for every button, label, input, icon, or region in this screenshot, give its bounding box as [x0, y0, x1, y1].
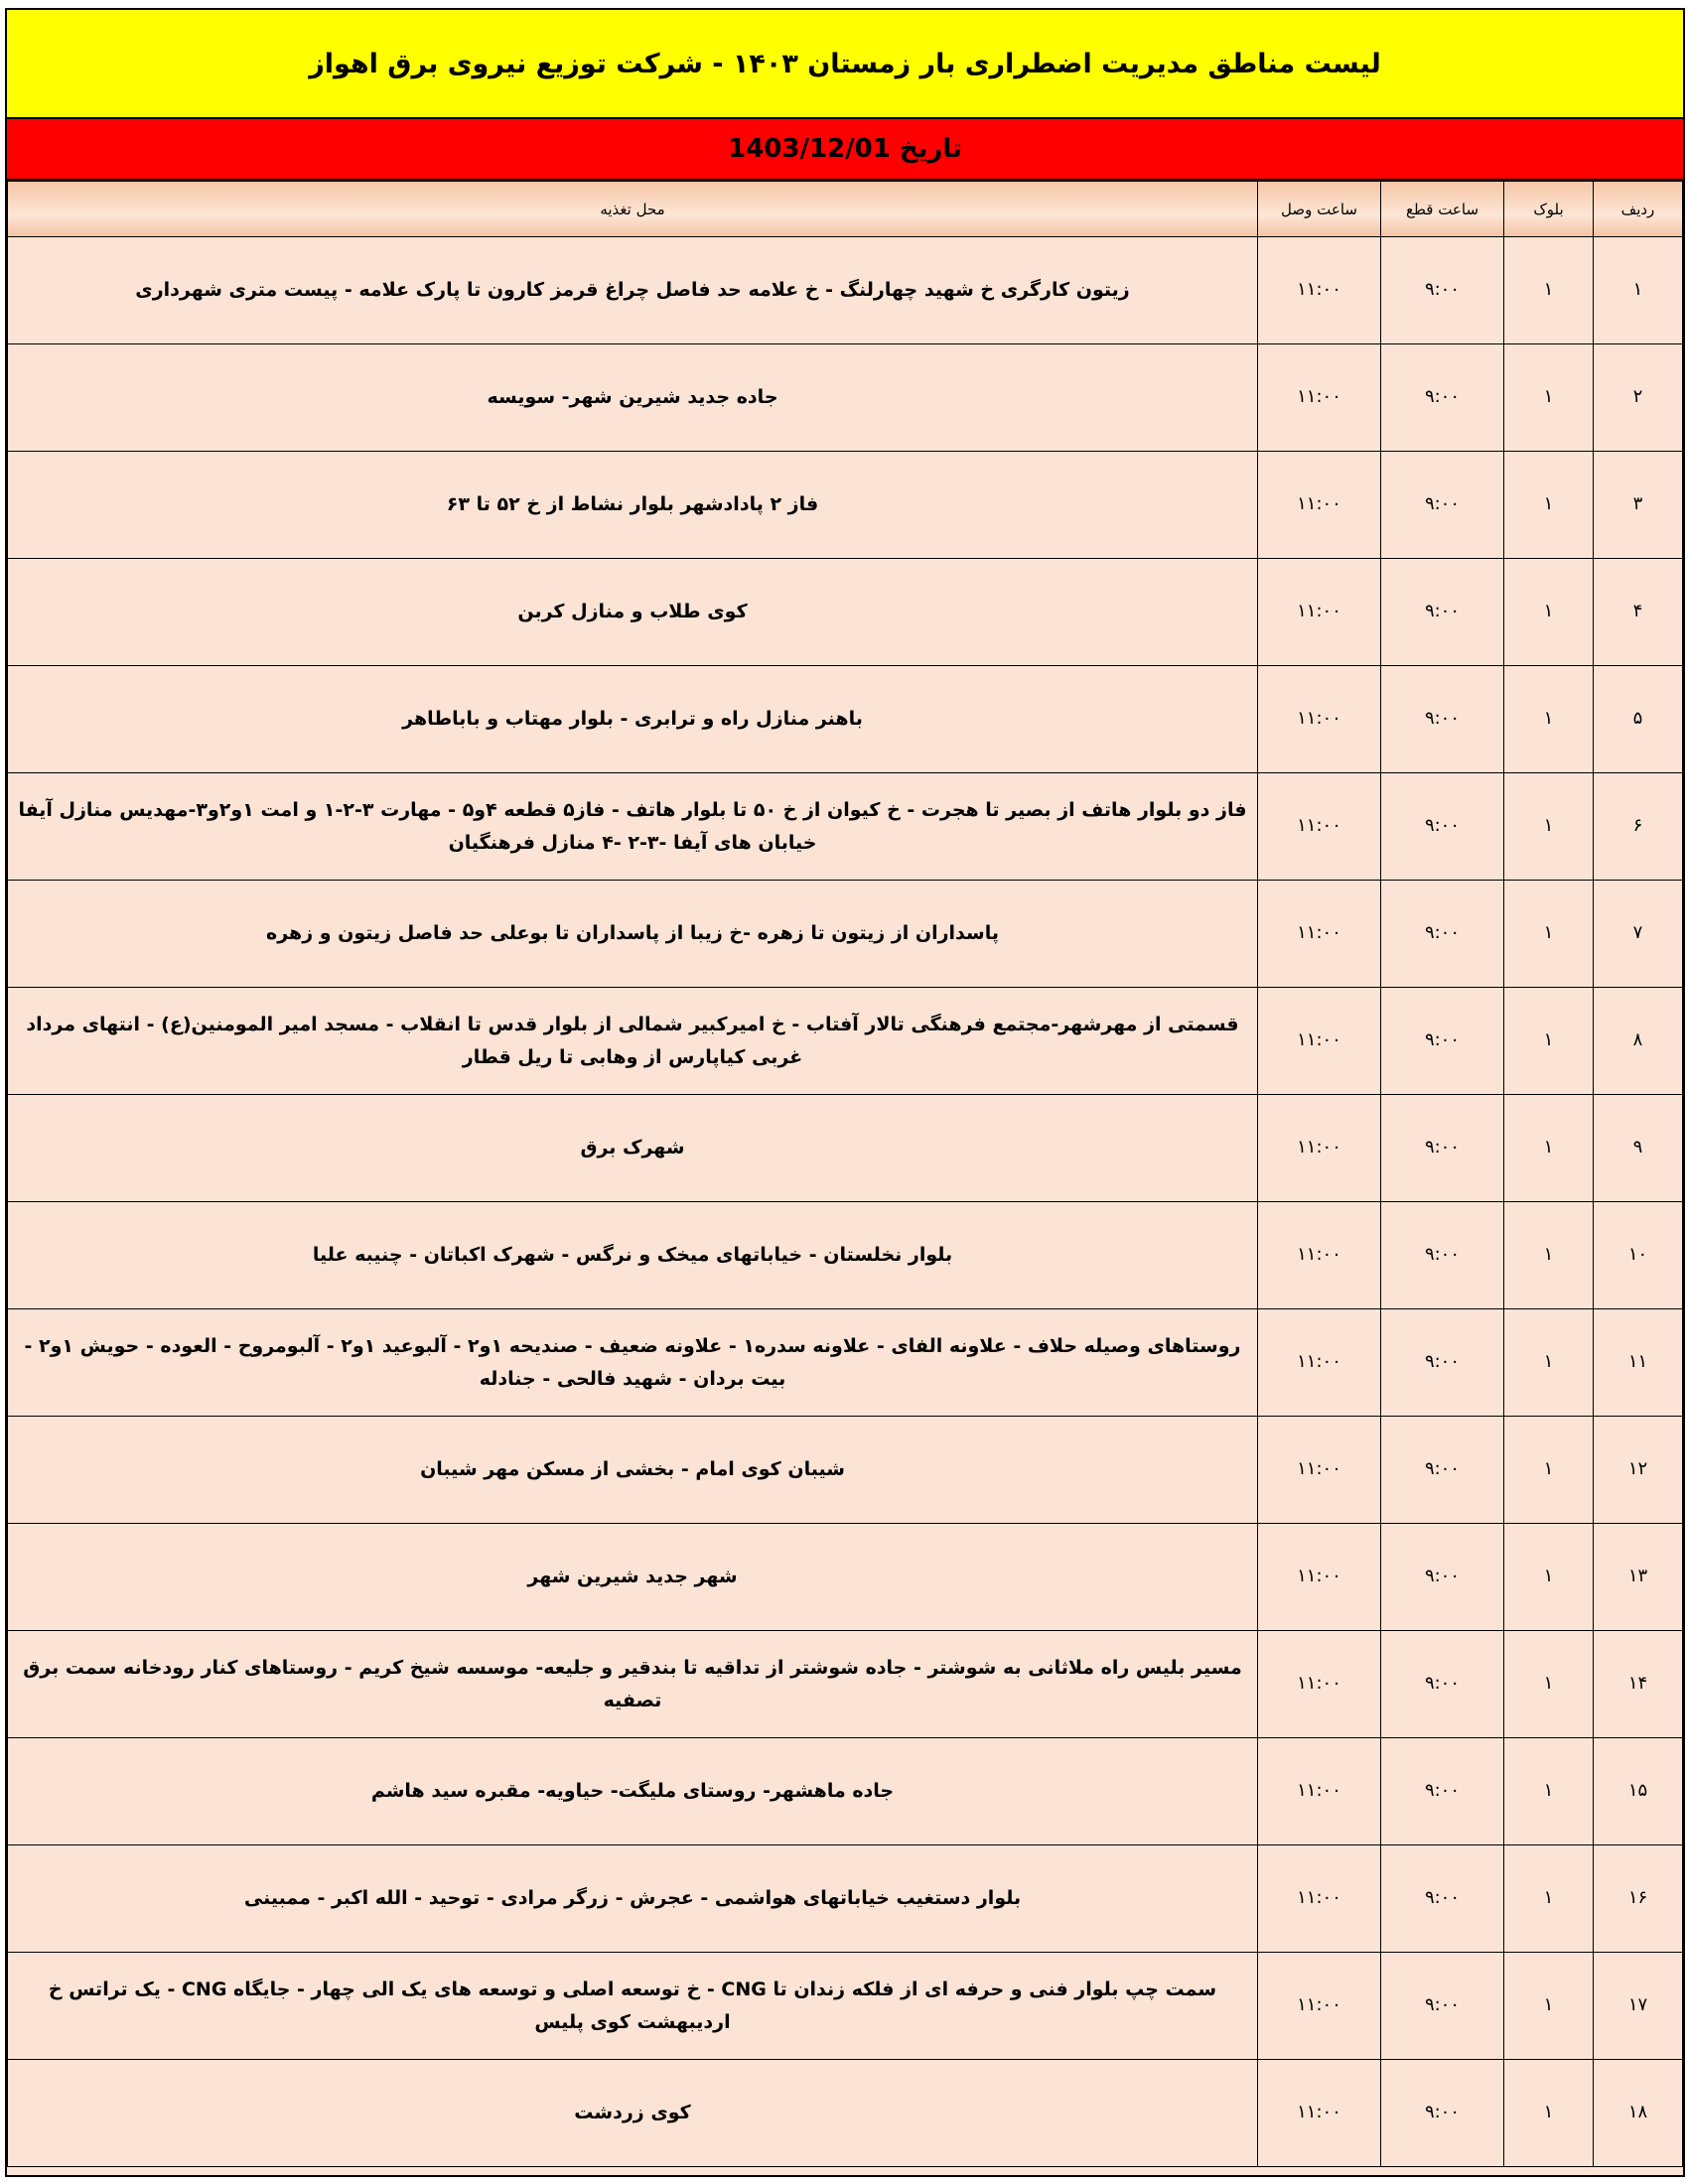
block-cell: ۱: [1504, 1845, 1594, 1953]
row-number-cell: ۳: [1594, 452, 1683, 559]
block-cell: ۱: [1504, 452, 1594, 559]
cut-time-cell: ۹:۰۰: [1381, 559, 1504, 666]
block-cell: ۱: [1504, 988, 1594, 1095]
connect-time-cell: ۱۱:۰۰: [1258, 1309, 1381, 1417]
cut-time-cell: ۹:۰۰: [1381, 1202, 1504, 1309]
title-band: [7, 10, 1683, 119]
row-number-cell: ۸: [1594, 988, 1683, 1095]
location-cell: زیتون کارگری خ شهید چهارلنگ - خ علامه حد فاصل چراغ قرمز کارون تا پارک علامه - پیست متری شهرداری: [8, 237, 1258, 344]
location-cell: مسیر بلیس راه ملاثانی به شوشتر - جاده شوشتر از تداقیه تا بندقیر و جلیعه- موسسه شیخ کریم - روستاهای کنار رودخانه سمت برق تصفیه: [8, 1631, 1258, 1738]
row-number-cell: ۱: [1594, 237, 1683, 344]
block-cell: ۱: [1504, 2060, 1594, 2167]
header-location: محل تغذیه: [8, 182, 1258, 237]
location-cell: باهنر منازل راه و ترابری - بلوار مهتاب و باباطاهر: [8, 666, 1258, 773]
cut-time-cell: ۹:۰۰: [1381, 452, 1504, 559]
cut-time-cell: ۹:۰۰: [1381, 2060, 1504, 2167]
location-cell: پاسداران از زیتون تا زهره -خ زیبا از پاسداران تا بوعلی حد فاصل زیتون و زهره: [8, 881, 1258, 988]
outage-schedule-sheet: [5, 8, 1685, 2177]
row-number-cell: ۱۶: [1594, 1845, 1683, 1953]
row-number-cell: ۱۴: [1594, 1631, 1683, 1738]
cut-time-cell: ۹:۰۰: [1381, 1953, 1504, 2060]
location-cell: سمت چپ بلوار فنی و حرفه ای از فلکه زندان تا CNG - خ توسعه اصلی و توسعه های یک الی چهار - جایگاه CNG - یک تراتس خ اردیبهشت کوی پلیس: [8, 1953, 1258, 2060]
block-cell: ۱: [1504, 881, 1594, 988]
row-number-cell: ۲: [1594, 344, 1683, 452]
cut-time-cell: ۹:۰۰: [1381, 1417, 1504, 1524]
table-row: [8, 773, 1683, 881]
location-cell: جاده جدید شیرین شهر- سویسه: [8, 344, 1258, 452]
block-cell: ۱: [1504, 666, 1594, 773]
table-row: [8, 237, 1683, 344]
date-band: [7, 119, 1683, 181]
row-number-cell: ۱۰: [1594, 1202, 1683, 1309]
connect-time-cell: ۱۱:۰۰: [1258, 773, 1381, 881]
location-cell: کوی زردشت: [8, 2060, 1258, 2167]
location-cell: روستاهای وصیله حلاف - علاونه الفای - علاونه سدره۱ - علاونه ضعیف - صندیحه ۱و۲ - آلبوعید ۱و۲ - آلبومروح - العوده - حویش ۱و۲ - بیت بردان - شهید فالحی - جنادله: [8, 1309, 1258, 1417]
table-row: [8, 1202, 1683, 1309]
connect-time-cell: ۱۱:۰۰: [1258, 1845, 1381, 1953]
block-cell: ۱: [1504, 1524, 1594, 1631]
row-number-cell: ۷: [1594, 881, 1683, 988]
connect-time-cell: ۱۱:۰۰: [1258, 344, 1381, 452]
connect-time-cell: ۱۱:۰۰: [1258, 988, 1381, 1095]
table-row: [8, 881, 1683, 988]
cut-time-cell: ۹:۰۰: [1381, 773, 1504, 881]
row-number-cell: ۱۱: [1594, 1309, 1683, 1417]
cut-time-cell: ۹:۰۰: [1381, 237, 1504, 344]
table-row: [8, 1631, 1683, 1738]
table-row: [8, 1953, 1683, 2060]
connect-time-cell: ۱۱:۰۰: [1258, 1417, 1381, 1524]
connect-time-cell: ۱۱:۰۰: [1258, 881, 1381, 988]
table-row: [8, 344, 1683, 452]
connect-time-cell: ۱۱:۰۰: [1258, 237, 1381, 344]
table-row: [8, 2060, 1683, 2167]
location-cell: جاده ماهشهر- روستای ملیگت- حیاویه- مقبره سید هاشم: [8, 1738, 1258, 1845]
cut-time-cell: ۹:۰۰: [1381, 988, 1504, 1095]
connect-time-cell: ۱۱:۰۰: [1258, 1524, 1381, 1631]
row-number-cell: ۵: [1594, 666, 1683, 773]
block-cell: ۱: [1504, 559, 1594, 666]
block-cell: ۱: [1504, 773, 1594, 881]
location-cell: فاز ۲ پادادشهر بلوار نشاط از خ ۵۲ تا ۶۳: [8, 452, 1258, 559]
cut-time-cell: ۹:۰۰: [1381, 881, 1504, 988]
table-row: [8, 1845, 1683, 1953]
page-title: لیست مناطق مدیریت اضطراری بار زمستان ۱۴۰۳ - شرکت توزیع نیروی برق اهواز: [309, 48, 1381, 79]
schedule-table: [7, 181, 1683, 2167]
cut-time-cell: ۹:۰۰: [1381, 666, 1504, 773]
row-number-cell: ۱۵: [1594, 1738, 1683, 1845]
row-number-cell: ۱۷: [1594, 1953, 1683, 2060]
connect-time-cell: ۱۱:۰۰: [1258, 1631, 1381, 1738]
table-row: [8, 559, 1683, 666]
block-cell: ۱: [1504, 1095, 1594, 1202]
table-row: [8, 1309, 1683, 1417]
block-cell: ۱: [1504, 1738, 1594, 1845]
location-cell: شهر جدید شیرین شهر: [8, 1524, 1258, 1631]
row-number-cell: ۹: [1594, 1095, 1683, 1202]
block-cell: ۱: [1504, 1953, 1594, 2060]
location-cell: بلوار نخلستان - خیاباتهای میخک و نرگس - شهرک اکباتان - چنیبه علیا: [8, 1202, 1258, 1309]
table-row: [8, 1738, 1683, 1845]
table-row: [8, 1417, 1683, 1524]
header-radif: ردیف: [1594, 182, 1683, 237]
location-cell: شهرک برق: [8, 1095, 1258, 1202]
location-cell: قسمتی از مهرشهر-مجتمع فرهنگی تالار آفتاب - خ امیرکبیر شمالی از بلوار قدس تا انقلاب - مسجد امیر المومنین(ع) - انتهای مرداد غربی کیاپارس از وهابی تا ریل قطار: [8, 988, 1258, 1095]
cut-time-cell: ۹:۰۰: [1381, 1524, 1504, 1631]
block-cell: ۱: [1504, 1202, 1594, 1309]
block-cell: ۱: [1504, 1417, 1594, 1524]
location-cell: کوی طلاب و منازل کربن: [8, 559, 1258, 666]
table-row: [8, 988, 1683, 1095]
header-cut-time: ساعت قطع: [1381, 182, 1504, 237]
row-number-cell: ۱۲: [1594, 1417, 1683, 1524]
schedule-date: تاریخ 1403/12/01: [728, 134, 962, 164]
connect-time-cell: ۱۱:۰۰: [1258, 559, 1381, 666]
location-cell: بلوار دستغیب خیاباتهای هواشمی - عجرش - زرگر مرادی - توحید - الله اکبر - ممبینی: [8, 1845, 1258, 1953]
header-connect-time: ساعت وصل: [1258, 182, 1381, 237]
connect-time-cell: ۱۱:۰۰: [1258, 1953, 1381, 2060]
row-number-cell: ۴: [1594, 559, 1683, 666]
cut-time-cell: ۹:۰۰: [1381, 1845, 1504, 1953]
connect-time-cell: ۱۱:۰۰: [1258, 1202, 1381, 1309]
table-row: [8, 1524, 1683, 1631]
table-row: [8, 666, 1683, 773]
row-number-cell: ۱۸: [1594, 2060, 1683, 2167]
cut-time-cell: ۹:۰۰: [1381, 344, 1504, 452]
cut-time-cell: ۹:۰۰: [1381, 1738, 1504, 1845]
connect-time-cell: ۱۱:۰۰: [1258, 2060, 1381, 2167]
connect-time-cell: ۱۱:۰۰: [1258, 666, 1381, 773]
header-block: بلوک: [1504, 182, 1594, 237]
location-cell: فاز دو بلوار هاتف از بصیر تا هجرت - خ کیوان از خ ۵۰ تا بلوار هاتف - فاز۵ قطعه ۴و۵ - مهارت ۳-۲-۱ و امت ۱و۲و۳-مهدیس منازل آیفا خیابان های آیفا -۳-۲ -۴ منازل فرهنگیان: [8, 773, 1258, 881]
table-row: [8, 1095, 1683, 1202]
row-number-cell: ۱۳: [1594, 1524, 1683, 1631]
table-body: [8, 237, 1683, 2167]
block-cell: ۱: [1504, 1631, 1594, 1738]
cut-time-cell: ۹:۰۰: [1381, 1095, 1504, 1202]
connect-time-cell: ۱۱:۰۰: [1258, 1095, 1381, 1202]
block-cell: ۱: [1504, 237, 1594, 344]
row-number-cell: ۶: [1594, 773, 1683, 881]
cut-time-cell: ۹:۰۰: [1381, 1309, 1504, 1417]
cut-time-cell: ۹:۰۰: [1381, 1631, 1504, 1738]
block-cell: ۱: [1504, 1309, 1594, 1417]
connect-time-cell: ۱۱:۰۰: [1258, 1738, 1381, 1845]
table-header-row: [8, 182, 1683, 237]
block-cell: ۱: [1504, 344, 1594, 452]
location-cell: شیبان کوی امام - بخشی از مسکن مهر شیبان: [8, 1417, 1258, 1524]
table-row: [8, 452, 1683, 559]
connect-time-cell: ۱۱:۰۰: [1258, 452, 1381, 559]
